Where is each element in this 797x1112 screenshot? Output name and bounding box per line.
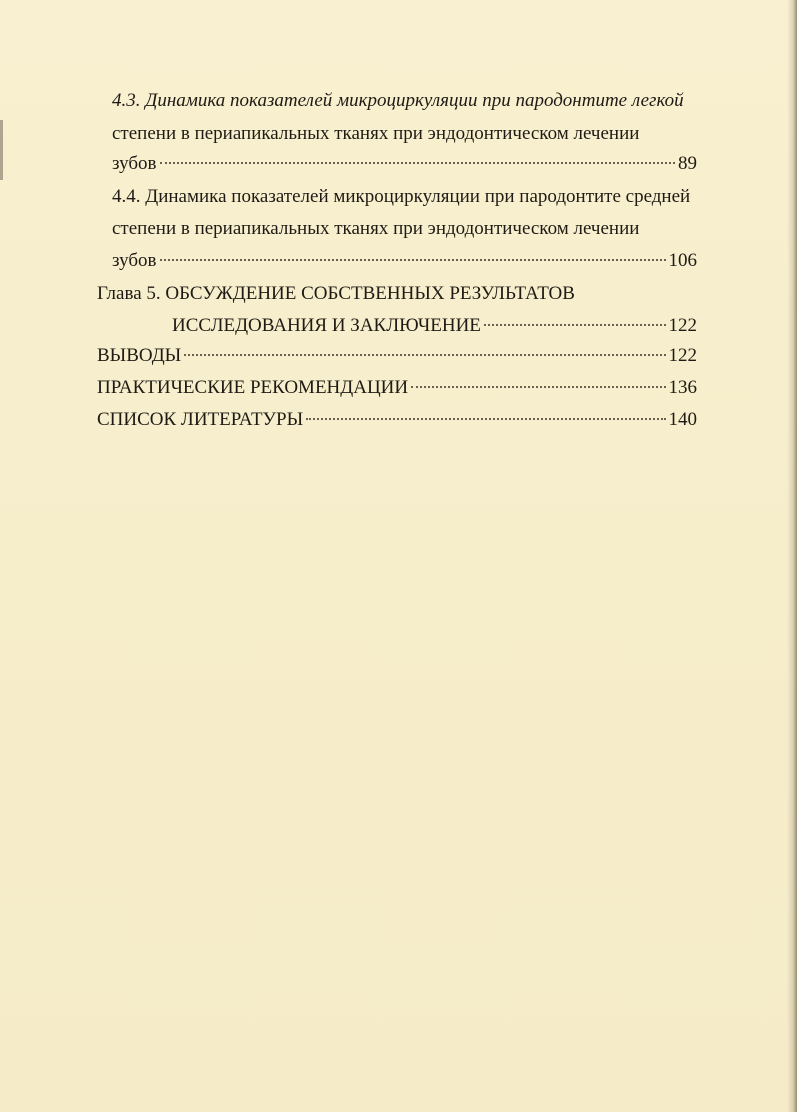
toc-entry-conclusions[interactable] bbox=[97, 344, 697, 368]
toc-entry-4-4-page: 106 bbox=[668, 250, 697, 271]
toc-references-page: 140 bbox=[668, 409, 697, 430]
toc-entry-references[interactable] bbox=[97, 408, 697, 432]
leader-dots bbox=[160, 259, 666, 261]
toc-entry-4-4-line3: зубов bbox=[112, 250, 157, 271]
toc-conclusions-label: ВЫВОДЫ bbox=[97, 345, 182, 366]
toc-chapter-5-page: 122 bbox=[668, 315, 697, 336]
toc-chapter-5-last-line[interactable] bbox=[172, 314, 697, 338]
toc-entry-recommendations[interactable] bbox=[97, 376, 697, 400]
toc-entry-4-3-title: 4.3. Динамика показателей микроциркуляции при пародонтите легкой bbox=[112, 90, 684, 111]
toc-conclusions-page: 122 bbox=[668, 345, 697, 366]
toc-entry-4-3-line2: степени в периапикальных тканях при эндодонтическом лечении bbox=[112, 123, 640, 144]
leader-dots bbox=[411, 386, 665, 388]
leader-dots bbox=[484, 324, 666, 326]
toc-entry-4-4-line2: степени в периапикальных тканях при эндодонтическом лечении bbox=[112, 218, 640, 239]
toc-recommendations-page: 136 bbox=[668, 377, 697, 398]
toc-chapter-5-line2: ИССЛЕДОВАНИЯ И ЗАКЛЮЧЕНИЕ bbox=[172, 315, 481, 336]
toc-entry-4-3-last-line[interactable] bbox=[112, 152, 697, 176]
toc-entry-4-4-last-line[interactable] bbox=[112, 249, 697, 273]
toc-entry-4-3-line3: зубов bbox=[112, 153, 157, 174]
leader-dots bbox=[306, 418, 665, 420]
toc-entry-4-3-page: 89 bbox=[678, 153, 697, 174]
leader-dots bbox=[184, 354, 665, 356]
toc-recommendations-label: ПРАКТИЧЕСКИЕ РЕКОМЕНДАЦИИ bbox=[97, 377, 409, 398]
leader-dots bbox=[160, 162, 676, 164]
toc-entry-4-4-title: 4.4. Динамика показателей микроциркуляции при пародонтите средней bbox=[112, 186, 691, 207]
toc-chapter-5-title: Глава 5. ОБСУЖДЕНИЕ СОБСТВЕННЫХ РЕЗУЛЬТАТОВ bbox=[97, 283, 575, 304]
toc-references-label: СПИСОК ЛИТЕРАТУРЫ bbox=[97, 409, 304, 430]
